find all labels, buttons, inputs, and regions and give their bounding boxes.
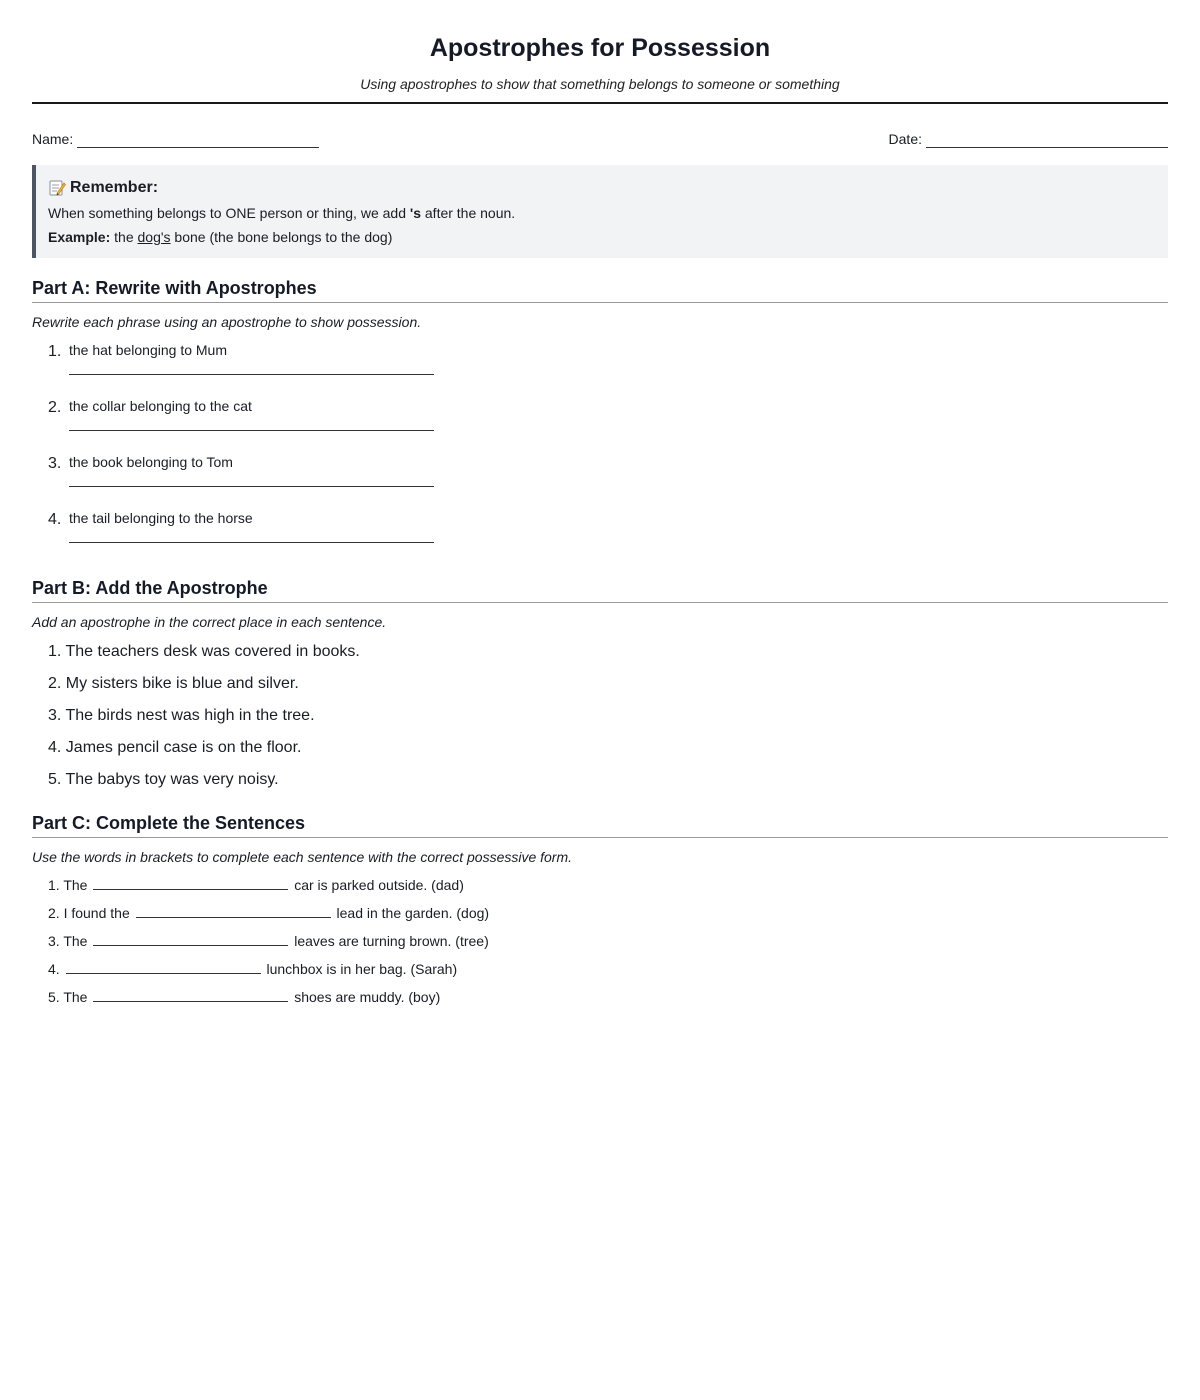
answer-line[interactable] bbox=[69, 359, 434, 375]
list-item: 2. the collar belonging to the cat bbox=[48, 397, 1168, 453]
page-subtitle: Using apostrophes to show that something belongs to someone or something bbox=[360, 76, 840, 92]
remember-example: Example: the dog's bone (the bone belongs to the dog) bbox=[48, 229, 393, 245]
memo-icon bbox=[48, 179, 66, 197]
part-a-title: Part A: Rewrite with Apostrophes bbox=[32, 277, 1168, 303]
remember-box bbox=[32, 165, 1168, 258]
title-divider bbox=[32, 102, 1168, 104]
list-item: 4. James pencil case is on the floor. bbox=[48, 739, 302, 756]
part-a-instruction: Rewrite each phrase using an apostrophe to show possession. bbox=[32, 314, 422, 330]
part-b-title: Part B: Add the Apostrophe bbox=[32, 577, 1168, 603]
name-blank[interactable] bbox=[77, 133, 319, 148]
page-title: Apostrophes for Possession bbox=[429, 34, 771, 62]
part-c-title: Part C: Complete the Sentences bbox=[32, 812, 1168, 838]
answer-line[interactable] bbox=[69, 415, 434, 431]
example-word: dog's bbox=[137, 229, 171, 245]
part-c-instruction: Use the words in brackets to complete each sentence with the correct possessive form. bbox=[32, 849, 573, 865]
list-item: 5. The babys toy was very noisy. bbox=[48, 771, 279, 788]
list-item: 1. The car is parked outside. (dad) bbox=[48, 877, 464, 893]
answer-line[interactable] bbox=[69, 471, 434, 487]
name-field bbox=[32, 130, 319, 148]
answer-blank[interactable] bbox=[66, 960, 261, 974]
list-item: 4. the tail belonging to the horse bbox=[48, 509, 1168, 565]
part-b-list bbox=[48, 640, 1168, 800]
part-a-list bbox=[48, 341, 1168, 565]
answer-blank[interactable] bbox=[136, 904, 331, 918]
answer-line[interactable] bbox=[69, 527, 434, 543]
date-field bbox=[889, 130, 1168, 148]
name-date-row bbox=[32, 130, 1168, 148]
apostrophe-mark: 's bbox=[409, 205, 421, 221]
part-c-list bbox=[48, 875, 1168, 1015]
remember-title: Remember: bbox=[70, 179, 159, 196]
part-b-section bbox=[32, 577, 1168, 800]
remember-heading bbox=[48, 178, 1156, 198]
answer-blank[interactable] bbox=[93, 932, 288, 946]
part-a-section bbox=[32, 277, 1168, 565]
date-blank[interactable] bbox=[926, 133, 1168, 148]
list-item: 5. The shoes are muddy. (boy) bbox=[48, 989, 441, 1005]
list-item: 1. the hat belonging to Mum bbox=[48, 341, 1168, 397]
list-item: 2. I found the lead in the garden. (dog) bbox=[48, 905, 490, 921]
remember-rule: When something belongs to ONE person or thing, we add 's after the noun. bbox=[48, 205, 516, 221]
part-c-section bbox=[32, 812, 1168, 1015]
date-label: Date: bbox=[888, 131, 922, 147]
answer-blank[interactable] bbox=[93, 988, 288, 1002]
list-item: 1. The teachers desk was covered in books. bbox=[48, 643, 360, 660]
worksheet-page bbox=[32, 0, 1168, 1015]
list-item: 4. lunchbox is in her bag. (Sarah) bbox=[48, 961, 458, 977]
part-b-instruction: Add an apostrophe in the correct place in each sentence. bbox=[32, 614, 387, 630]
answer-blank[interactable] bbox=[93, 876, 288, 890]
list-item: 3. the book belonging to Tom bbox=[48, 453, 1168, 509]
list-item: 3. The birds nest was high in the tree. bbox=[48, 707, 315, 724]
list-item: 3. The leaves are turning brown. (tree) bbox=[48, 933, 489, 949]
example-label: Example: bbox=[48, 229, 111, 245]
name-label: Name: bbox=[32, 131, 74, 147]
list-item: 2. My sisters bike is blue and silver. bbox=[48, 675, 299, 692]
